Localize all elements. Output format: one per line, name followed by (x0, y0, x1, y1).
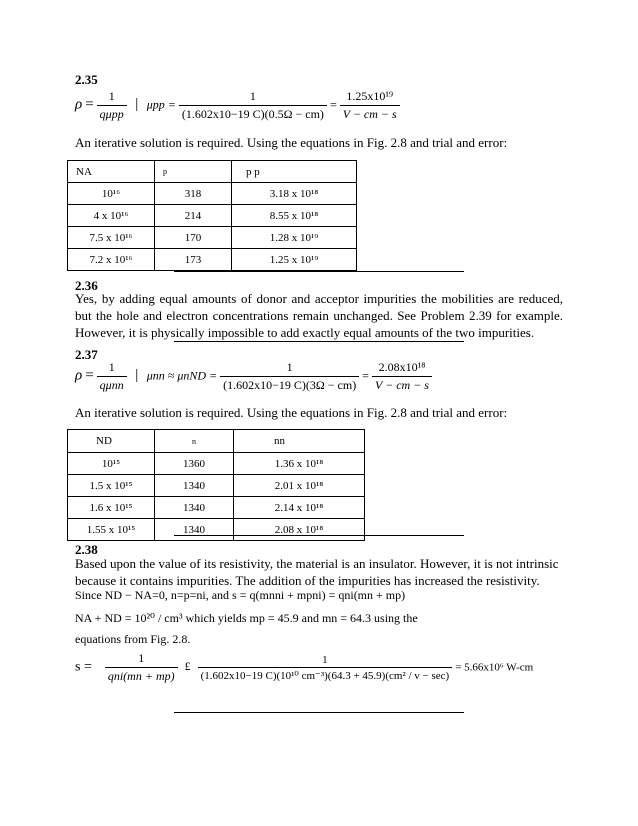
problem-2-36-header: 2.36 (75, 278, 98, 293)
divider-rule (174, 341, 464, 342)
fraction-conductivity: $\frac{1}{(1.602x10-19 C)(0.5\Omega - cm)}$ (179, 89, 327, 122)
table-row: 7.5 x 10¹⁶ 170 1.28 x 10¹⁹ (68, 227, 357, 249)
table-row: 1.5 x 10¹⁵ 1340 2.01 x 10¹⁸ (68, 475, 365, 497)
table-header-n: n (155, 430, 234, 453)
table-row: 10¹⁶ 318 3.18 x 10¹⁸ (68, 183, 357, 205)
separator-bar: | (135, 96, 139, 113)
equals-sign: = (85, 96, 94, 113)
separator-bar: | (135, 367, 139, 384)
problem-2-35-equation (75, 89, 400, 122)
table-row: 10¹⁵ 1360 1.36 x 10¹⁸ (68, 453, 365, 475)
problem-2-37-intro: An iterative solution is required. Using the equations in Fig. 2.8 and trial and error: (75, 405, 508, 420)
problem-2-38-line3: equations from Fig. 2.8. (75, 632, 191, 646)
problem-2-38-line2: NA + ND = 10²⁰ / cm³ which yields mp = 45.9 and mn = 64.3 using the (75, 611, 418, 625)
equals-sign: = (85, 367, 94, 384)
problem-2-35-intro: An iterative solution is required. Using the equations in Fig. 2.8 and trial and error: (75, 135, 508, 150)
rho-symbol: ρ (75, 367, 83, 384)
table-row: 1.6 x 10¹⁵ 1340 2.14 x 10¹⁸ (68, 497, 365, 519)
table-header-na: NA (68, 161, 155, 183)
table-row: 1.55 x 10¹⁵ 1340 2.08 x 10¹⁸ (68, 519, 365, 541)
table-row: 7.2 x 10¹⁶ 173 1.25 x 10¹⁹ (68, 249, 357, 271)
problem-2-38-header: 2.38 (75, 542, 98, 557)
problem-2-37-equation (75, 360, 432, 393)
le-symbol: £ (184, 659, 191, 674)
result-value: = 5.66x10⁶ W-cm (455, 661, 534, 674)
problem-2-35-header: 2.35 (75, 72, 98, 87)
table-header-p: p (155, 161, 232, 183)
equals-sign-2: = (362, 368, 369, 383)
fraction-1-over-qni: $\frac{1}{\text{qni(mn + mp)}}$ (105, 651, 178, 684)
mu-n-n-term: μnn ≈ μnND = (146, 368, 218, 383)
table-row: 4 x 10¹⁶ 214 8.55 x 10¹⁸ (68, 205, 357, 227)
mu-p-p-term: μpp = (146, 97, 176, 112)
fraction-1-over-q-mun-n: $\frac{1}{\text{qμnn}}$ (97, 360, 127, 393)
fraction-result: $\frac{\text{1.25x10¹⁹}}{V - cm - s}$ (340, 89, 400, 122)
problem-2-35-table (67, 160, 357, 271)
divider-rule (174, 535, 464, 536)
problem-2-38-text: Based upon the value of its resistivity, the material is an insulator. However, it is not intrinsic because it contains impurities. The addition of the impurities has increased the resistivity. (75, 556, 559, 588)
divider-rule (174, 271, 464, 272)
fraction-numeric: $\frac{1}{\text{(1.602x10−19 C)(10¹⁰ cm⁻³)(64.3 + 45.9)(cm² / v − sec)}}$ (198, 654, 453, 682)
sigma-symbol: s = (75, 659, 92, 675)
problem-2-36-text: Yes, by adding equal amounts of donor and acceptor impurities the mobilities are reduced, but the hole and electron concentrations remain unchanged. See Problem 2.39 for example. However, it is physically impossible to add exactly equal amounts of the two impurities. (75, 291, 563, 340)
rho-symbol: ρ (75, 96, 83, 113)
equals-sign-2: = (329, 97, 337, 112)
problem-2-37-header: 2.37 (75, 347, 98, 362)
fraction-conductivity: $\frac{1}{(1.602x10-19 C)(3\Omega - cm)}$ (220, 360, 359, 393)
problem-2-38-equation (75, 651, 533, 684)
problem-2-37-table (67, 429, 365, 541)
table-header-pp: p p (232, 161, 357, 183)
divider-rule (174, 712, 464, 713)
fraction-1-over-q-mup-p: $\frac{1}{\text{qμpp}}$ (97, 89, 127, 122)
problem-2-38-line1: Since ND − NA=0, n=p=ni, and s = q(mnni + mpni) = qni(mn + mp) (75, 588, 406, 602)
table-header-nn: nn (234, 430, 365, 453)
table-header-nd: ND (68, 430, 155, 453)
fraction-result: $\frac{\text{2.08x10¹⁸}}{V - cm - s}$ (372, 360, 432, 393)
